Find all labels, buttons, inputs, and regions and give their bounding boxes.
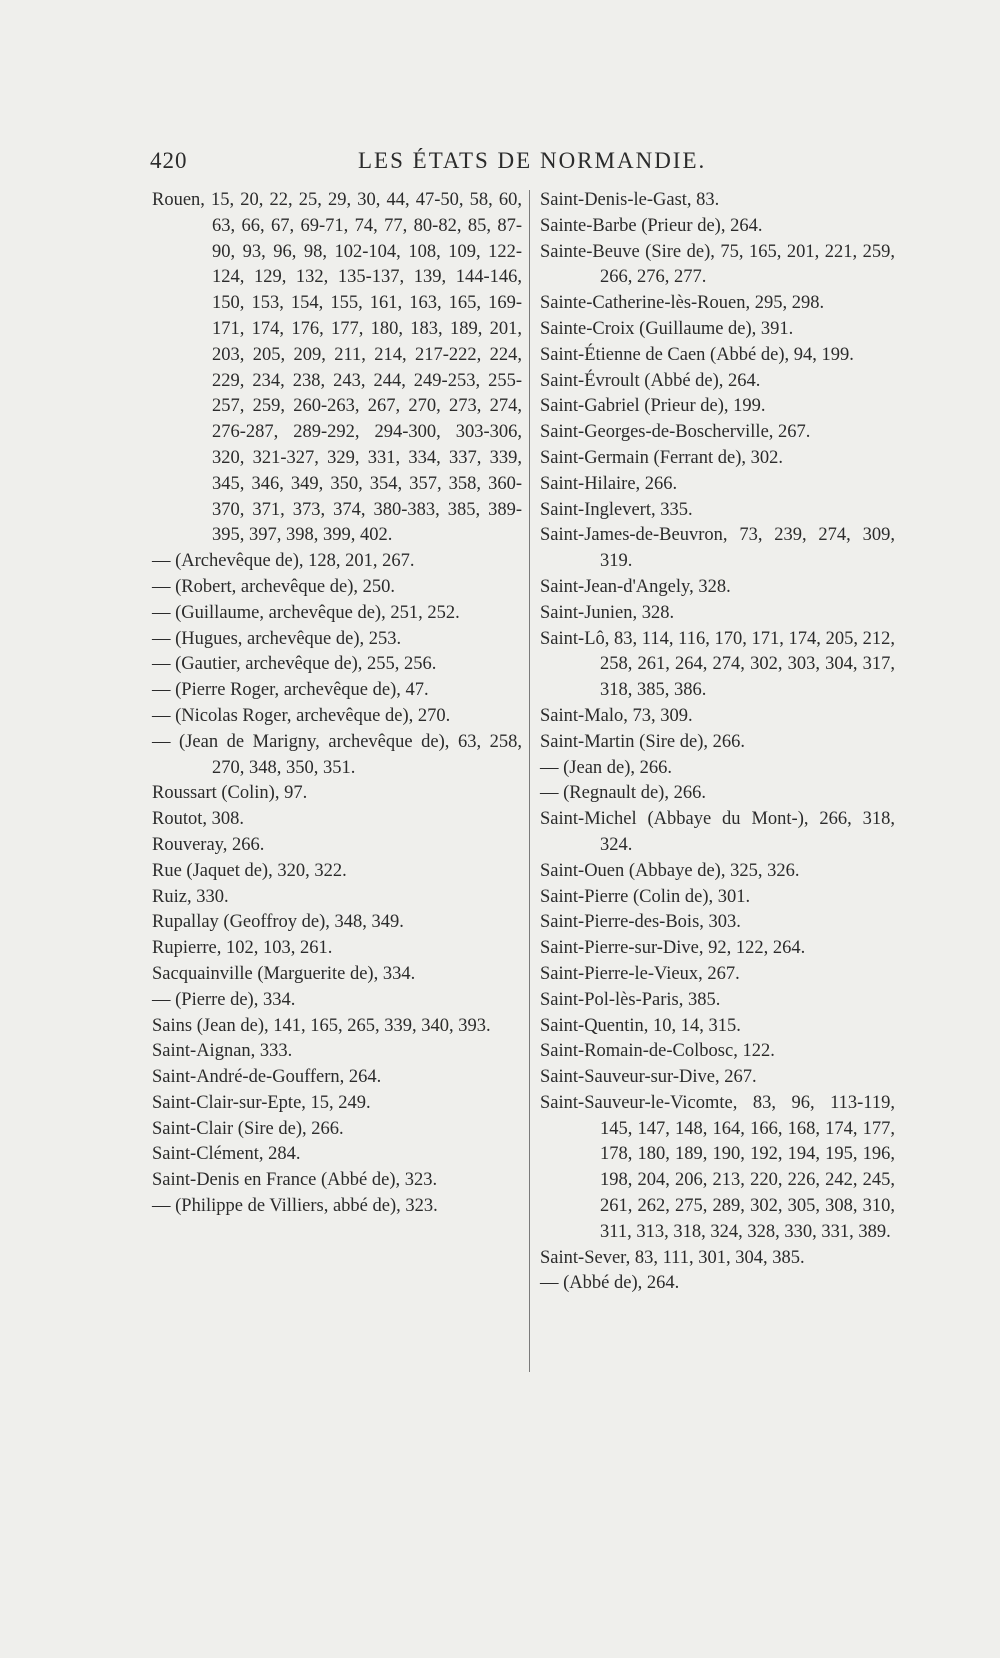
index-entry: Saint-Hilaire, 266.	[540, 473, 678, 494]
index-entry: Rupallay (Geoffroy de), 348, 349.	[152, 912, 404, 933]
index-entry: Rupierre, 102, 103, 261.	[152, 938, 333, 959]
index-entry: Saint-Pierre-sur-Dive, 92, 122, 264.	[540, 938, 806, 959]
index-entry: Saint-Germain (Ferrant de), 302.	[540, 447, 783, 468]
index-entry: Sacquainville (Marguerite de), 334.	[152, 963, 416, 984]
index-entry: Saint-Michel (Abbaye du Mont-), 266, 318, 324.	[540, 809, 895, 855]
index-entry: Routot, 308.	[152, 809, 244, 830]
index-entry: Saint-Pierre-des-Bois, 303.	[540, 912, 741, 933]
index-entry: Saint-Sauveur-le-Vicomte, 83, 96, 113-119, 145, 147, 148, 164, 166, 168, 174, 177, 178, 180, 189, 190, 192, 194, 195, 196, 198, 204, 206, 213, 220, 226, 242, 245, 261, 262, 275, 289, 302, 305, 308, 310, 311, 313, 318, 324, 328, 330, 331, 389.	[540, 1092, 895, 1242]
index-entry: Saint-Sauveur-sur-Dive, 267.	[540, 1067, 757, 1088]
index-entry: Saint-Quentin, 10, 14, 315.	[540, 1015, 741, 1036]
index-entry: — (Pierre Roger, archevêque de), 47.	[152, 680, 429, 701]
index-entry: Saint-Évroult (Abbé de), 264.	[540, 370, 761, 391]
index-entry: Saint-Romain-de-Colbosc, 122.	[540, 1041, 775, 1062]
index-entry: — (Regnault de), 266.	[540, 783, 706, 804]
index-entry: Saint-Étienne de Caen (Abbé de), 94, 199.	[540, 344, 854, 365]
index-column-right	[540, 188, 895, 1297]
index-entry: — (Jean de), 266.	[540, 757, 673, 778]
index-column-left	[152, 188, 522, 1220]
index-entry: Saint-Junien, 328.	[540, 602, 675, 623]
index-entry: Roussart (Colin), 97.	[152, 783, 308, 804]
index-entry: — (Guillaume, archevêque de), 251, 252.	[152, 602, 460, 623]
running-title: LES ÉTATS DE NORMANDIE.	[358, 148, 707, 173]
index-entry: — (Jean de Marigny, archevêque de), 63, 258, 270, 348, 350, 351.	[152, 731, 522, 778]
index-entry: — (Nicolas Roger, archevêque de), 270.	[152, 705, 451, 726]
index-entry: Rouen, 15, 20, 22, 25, 29, 30, 44, 47-50, 58, 60, 63, 66, 67, 69-71, 74, 77, 80-82, 85, 87-90, 93, 96, 98, 102-104, 108, 109, 122-124, 129, 132, 135-137, 139, 144-146, 150, 153, 154, 155, 161, 163, 165, 169-171, 174, 176, 177, 180, 183, 189, 201, 203, 205, 209, 211, 214, 217-222, 224, 229, 234, 238, 243, 244, 249-253, 255-257, 259, 260-263, 267, 270, 273, 274, 276-287, 289-292, 294-300, 303-306, 320, 321-327, 329, 331, 334, 337, 339, 345, 346, 349, 350, 354, 357, 358, 360-370, 371, 373, 374, 380-383, 385, 389-395, 397, 398, 399, 402.	[152, 190, 522, 546]
index-entry: Saint-Aignan, 333.	[152, 1041, 293, 1062]
index-entry: Saint-Jean-d'Angely, 328.	[540, 576, 731, 597]
index-entry: Saint-Gabriel (Prieur de), 199.	[540, 396, 766, 417]
index-entry: Saint-Malo, 73, 309.	[540, 705, 693, 726]
index-entry: Saint-Georges-de-Boscherville, 267.	[540, 422, 811, 443]
index-entry: Saint-Sever, 83, 111, 301, 304, 385.	[540, 1247, 805, 1268]
index-entry: Saint-Martin (Sire de), 266.	[540, 731, 745, 752]
index-entry: Ruiz, 330.	[152, 886, 229, 907]
index-entry: Saint-Lô, 83, 114, 116, 170, 171, 174, 205, 212, 258, 261, 264, 274, 302, 303, 304, 317, 318, 385, 386.	[540, 628, 895, 701]
index-entry: — (Robert, archevêque de), 250.	[152, 576, 395, 597]
index-entry: Sainte-Beuve (Sire de), 75, 165, 201, 221, 259, 266, 276, 277.	[540, 241, 895, 288]
index-entry: Sainte-Barbe (Prieur de), 264.	[540, 215, 763, 236]
index-entry: Saint-Clair (Sire de), 266.	[152, 1118, 344, 1139]
index-entry: Rue (Jaquet de), 320, 322.	[152, 860, 347, 881]
index-entry: Saint-Inglevert, 335.	[540, 499, 693, 520]
index-entry: Saint-Denis-le-Gast, 83.	[540, 190, 720, 210]
index-entry: — (Abbé de), 264.	[540, 1273, 680, 1294]
index-entry: Saint-Pierre (Colin de), 301.	[540, 886, 751, 907]
index-entry: Saint-Clément, 284.	[152, 1144, 301, 1165]
page-number: 420	[150, 148, 188, 173]
index-entry: Sainte-Croix (Guillaume de), 391.	[540, 318, 794, 339]
index-entry: Saint-Pol-lès-Paris, 385.	[540, 989, 721, 1010]
column-divider	[529, 190, 530, 1372]
index-entry: — (Archevêque de), 128, 201, 267.	[152, 551, 415, 572]
index-entry: Sainte-Catherine-lès-Rouen, 295, 298.	[540, 293, 825, 314]
index-entry: Saint-André-de-Gouffern, 264.	[152, 1067, 382, 1088]
index-entry: — (Philippe de Villiers, abbé de), 323.	[152, 1196, 438, 1217]
index-entry: Saint-Ouen (Abbaye de), 325, 326.	[540, 860, 800, 881]
index-entry: — (Hugues, archevêque de), 253.	[152, 628, 402, 649]
index-entry: Saint-James-de-Beuvron, 73, 239, 274, 309, 319.	[540, 525, 895, 572]
index-entry: — (Pierre de), 334.	[152, 989, 296, 1010]
index-entry: — (Gautier, archevêque de), 255, 256.	[152, 654, 437, 675]
index-entry: Saint-Denis en France (Abbé de), 323.	[152, 1170, 438, 1191]
index-entry: Rouveray, 266.	[152, 834, 265, 855]
index-entry: Saint-Pierre-le-Vieux, 267.	[540, 963, 740, 984]
index-entry: Saint-Clair-sur-Epte, 15, 249.	[152, 1092, 371, 1113]
index-entry: Sains (Jean de), 141, 165, 265, 339, 340, 393.	[152, 1015, 491, 1036]
